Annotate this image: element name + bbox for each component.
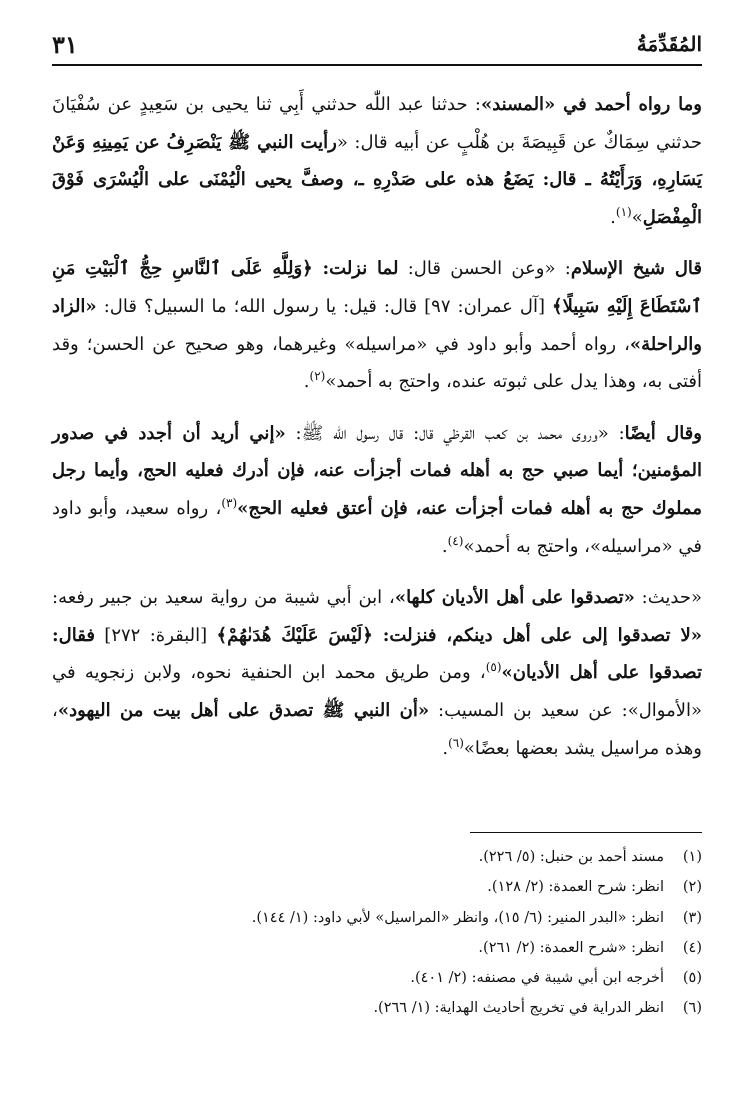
bold-text-run: «إني أريد أن أجدد في صدور المؤمنين؛ أيما صبي حج به أهله فمات أجزأت عنه، فإن أدرك فعليه الحج، وأيما رجل مملوك حج به أهله فمات أجزأت عنه، فإن أعتق فعليه الحج»: [52, 422, 702, 519]
footnote-number: (٤): [682, 939, 702, 956]
footnote-item: [52, 933, 702, 963]
footnote-ref: (٦): [448, 735, 464, 750]
page-number: ٣١: [52, 30, 78, 59]
footnote-text: انظر: «شرح العمدة: (٢/ ٢٦١).: [478, 939, 664, 956]
bold-text-run: ﴿لَيْسَ عَلَيْكَ هُدَىٰهُمْ﴾: [216, 624, 373, 646]
footnote-number: (٣): [682, 909, 702, 926]
footnote-item: [52, 842, 702, 872]
main-text: [52, 86, 702, 781]
text-run: : حدثنا عبد اللّٰه حدثني أَبِي ثنا يحيى بن سَعِيدٍ عن سُفْيَانَ حدثني سِمَاكٌ عن قَبِيصَةَ بن هُلْبٍ عن أبيه قال: «: [52, 94, 702, 153]
text-run: ، وهذه مراسيل يشد بعضها بعضًا»: [52, 699, 702, 759]
footnote-ref: (١): [615, 204, 632, 219]
footnotes: [52, 842, 702, 1024]
bold-text-run: قال شيخ الإسلام: [570, 258, 702, 280]
bold-text-run: لما نزلت:: [312, 258, 399, 280]
footnote-text: انظر: شرح العمدة: (٢/ ١٢٨).: [487, 879, 664, 896]
footnote-text: انظر الدراية في تخريج أحاديث الهداية: (١/ ٢٦٦).: [373, 1000, 664, 1017]
footnote-number: (٢): [682, 879, 702, 896]
bold-text-run: «الزاد والراحلة»: [52, 295, 702, 355]
footnote-ref: (٤): [447, 533, 464, 548]
text-run: .: [442, 737, 449, 759]
text-run: .: [303, 371, 310, 393]
footnote-ref: (٥): [485, 660, 502, 675]
text-run: ، ابن أبي شيبة من رواية سعيد بن جبير رفعه:: [52, 587, 395, 609]
text-run: [آل عمران: ٩٧] قال: قيل: يا رسول الله؛ ما السبيل؟ قال:: [96, 295, 553, 317]
paragraph: [52, 415, 702, 565]
bold-text-run: «أن النبي ﷺ تصدق على أهل بيت من اليهود»: [57, 699, 430, 721]
text-run: [البقرة: ٢٧٢]: [94, 624, 217, 646]
running-title: المُقَدِّمَةُ: [636, 32, 702, 56]
footnote-separator: [470, 832, 702, 833]
text-run: ، رواه أحمد وأبو داود في «مراسيله» وغيرهما، وهو صحيح عن الحسن؛ وقد أفتى به، وهذا يدل على ثبوته عنده، واحتج به أحمد»: [52, 333, 702, 393]
bold-text-run: «لا تصدقوا إلى على أهل دينكم، فنزلت:: [372, 624, 702, 646]
footnote-number: (٦): [682, 1000, 702, 1017]
text-run: «حديث:: [634, 587, 703, 609]
footnote-text: أخرجه ابن أبي شيبة في مصنفه: (٢/ ٤٠١).: [410, 970, 664, 987]
footnote-text: انظر: «البدر المنير: (٦/ ١٥)، وانظر «المراسيل» لأبي داود: (١/ ١٤٤).: [251, 909, 664, 926]
footnote-ref: (٢): [309, 369, 326, 384]
bold-text-run: «تصدقوا على أهل الأديان كلها»: [394, 587, 635, 609]
text-run: .: [610, 206, 616, 228]
footnote-number: (٥): [682, 970, 702, 987]
paragraph: [52, 86, 702, 236]
text-run: »: [631, 206, 643, 228]
text-run: ، رواه سعيد، وأبو داود في «مراسيله»، واحتج به أحمد»: [52, 497, 702, 557]
text-run: ، ومن طريق محمد ابن الحنفية نحوه، ولابن زنجويه في «الأموال»: عن سعيد بن المسيب:: [52, 662, 703, 721]
text-run: : «وعن الحسن قال:: [398, 258, 571, 280]
footnote-ref: (٣): [221, 495, 238, 510]
footnote-number: (١): [682, 849, 702, 865]
footnote-item: [52, 872, 702, 902]
page-header: [52, 30, 702, 64]
paragraph: [52, 579, 702, 767]
footnote-item: [52, 963, 702, 993]
bold-text-run: وقال أيضًا: [624, 422, 702, 444]
text-run: : «وروى محمد بن كعب القرظي قال: قال رسول الله ﷺ:: [285, 422, 625, 444]
paragraph: [52, 250, 702, 400]
bold-text-run: ﴿وَلِلَّهِ عَلَى ٱلنَّاسِ حِجُّ ٱلْبَيْتِ مَنِ ٱسْتَطَاعَ إِلَيْهِ سَبِيلًا﴾: [52, 258, 702, 317]
bold-text-run: وما رواه أحمد في «المسند»: [480, 94, 702, 115]
footnote-item: [52, 903, 702, 933]
footnote-item: [52, 993, 702, 1023]
bold-text-run: رأيت النبي ﷺ يَنْصَرِفُ عن يَمِينِهِ وَعَنْ يَسَارِهِ، وَرَأَيْتُهُ ـ قال: يَضَعُ هذه على صَدْرِهِ ـ، وصفَّ يحيى الْيُمْنَى على الْيُسْرَى فَوْقَ الْمِفْصَلِ: [52, 131, 702, 228]
text-run: .: [441, 535, 448, 557]
header-rule: [52, 64, 702, 66]
footnote-text: مسند أحمد بن حنبل: (٥/ ٢٢٦).: [478, 849, 664, 865]
bold-text-run: فقال: تصدقوا على أهل الأديان»: [52, 624, 702, 684]
